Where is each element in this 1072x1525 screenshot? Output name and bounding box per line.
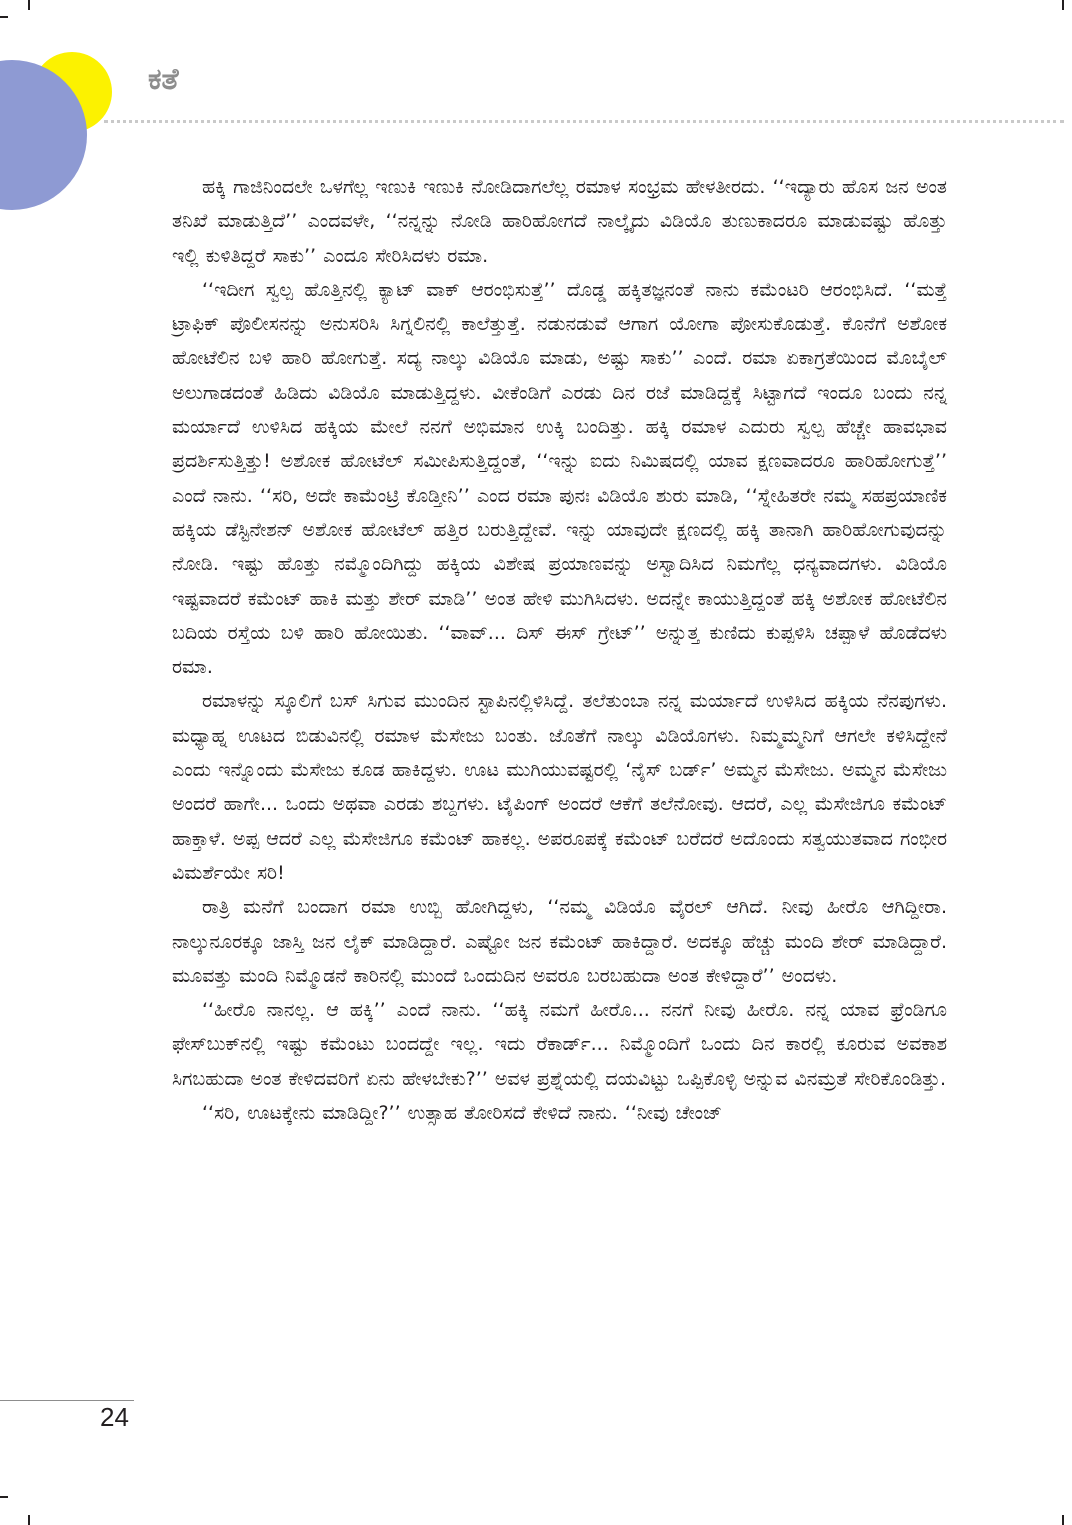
paragraph-3: ರಮಾಳನ್ನು ಸ್ಕೂಲಿಗೆ ಬಸ್ ಸಿಗುವ ಮುಂದಿನ ಸ್ಟಾಪಿನಲ್ಲಿಳಿಸಿದ್ದೆ. ತಲೆತುಂಬಾ ನನ್ನ ಮರ್ಯಾದೆ ಉಳಿಸಿದ ಹಕ್ಕಿಯ ನೆನಪುಗಳು. ಮಧ್ಯಾಹ್ನ ಊಟದ ಬಿಡುವಿನಲ್ಲಿ ರಮಾಳ ಮೆಸೇಜು ಬಂತು. ಜೊತೆಗೆ ನಾಲ್ಕು ವಿಡಿಯೊಗಳು. ನಿಮ್ಮಮ್ಮನಿಗೆ ಆಗಲೇ ಕಳಿಸಿದ್ದೇನೆ ಎಂದು ಇನ್ನೊಂದು ಮೆಸೇಜು ಕೂಡ ಹಾಕಿದ್ದಳು. ಊಟ ಮುಗಿಯುವಷ್ಟರಲ್ಲಿ ‘ನೈಸ್ ಬರ್ಡ್’ ಅಮ್ಮನ ಮೆಸೇಜು. ಅಮ್ಮನ ಮೆಸೇಜು ಅಂದರೆ ಹಾಗೇ... ಒಂದು ಅಥವಾ ಎರಡು ಶಬ್ದಗಳು. ಟೈಪಿಂಗ್ ಅಂದರೆ ಆಕೆಗೆ ತಲೆನೋವು. ಆದರೆ, ಎಲ್ಲ ಮೆಸೇಜಿಗೂ ಕಮೆಂಟ್ ಹಾಕ್ತಾಳೆ. ಅಪ್ಪ ಆದರೆ ಎಲ್ಲ ಮೆಸೇಜಿಗೂ ಕಮೆಂಟ್ ಹಾಕಲ್ಲ. ಅಪರೂಪಕ್ಕೆ ಕಮೆಂಟ್ ಬರೆದರೆ ಅದೊಂದು ಸತ್ವಯುತವಾದ ಗಂಭೀರ ವಿಮರ್ಶೆಯೇ ಸರಿ! xyxy=(172,690,947,884)
paragraph-4: ರಾತ್ರಿ ಮನೆಗೆ ಬಂದಾಗ ರಮಾ ಉಬ್ಬಿ ಹೋಗಿದ್ದಳು, ‘‘ನಮ್ಮ ವಿಡಿಯೊ ವೈರಲ್ ಆಗಿದೆ. ನೀವು ಹೀರೊ ಆಗಿದ್ದೀರಾ. ನಾಲ್ಕುನೂರಕ್ಕೂ ಜಾಸ್ತಿ ಜನ ಲೈಕ್ ಮಾಡಿದ್ದಾರೆ. ಎಷ್ಟೋ ಜನ ಕಮೆಂಟ್ ಹಾಕಿದ್ದಾರೆ. ಅದಕ್ಕೂ ಹೆಚ್ಚು ಮಂದಿ ಶೇರ್ ಮಾಡಿದ್ದಾರೆ. ಮೂವತ್ತು ಮಂದಿ ನಿಮ್ಮೊಡನೆ ಕಾರಿನಲ್ಲಿ ಮುಂದೆ ಒಂದುದಿನ ಅವರೂ ಬರಬಹುದಾ ಅಂತ ಕೇಳಿದ್ದಾರೆ’’ ಅಂದಳು. xyxy=(172,896,947,987)
header-dotted-rule xyxy=(104,120,1064,123)
section-title: ಕತೆ xyxy=(148,62,179,97)
paragraph-1: ಹಕ್ಕಿ ಗಾಜಿನಿಂದಲೇ ಒಳಗೆಲ್ಲ ಇಣುಕಿ ಇಣುಕಿ ನೋಡಿದಾಗಲೆಲ್ಲ ರಮಾಳ ಸಂಭ್ರಮ ಹೇಳತೀರದು. ‘‘ಇದ್ಯಾರು ಹೊಸ ಜನ ಅಂತ ತನಿಖೆ ಮಾಡುತ್ತಿದೆ’’ ಎಂದವಳೇ, ‘‘ನನ್ನನ್ನು ನೋಡಿ ಹಾರಿಹೋಗದೆ ನಾಲ್ಕೈದು ವಿಡಿಯೊ ತುಣುಕಾದರೂ ಮಾಡುವಷ್ಟು ಹೊತ್ತು ಇಲ್ಲಿ ಕುಳಿತಿದ್ದರೆ ಸಾಕು’’ ಎಂದೂ ಸೇರಿಸಿದಳು ರಮಾ. xyxy=(172,176,947,267)
crop-mark-bottom-right xyxy=(1062,1515,1064,1525)
crop-mark-bottom-left-side xyxy=(0,1496,8,1498)
paragraph-5: ‘‘ಹೀರೊ ನಾನಲ್ಲ. ಆ ಹಕ್ಕಿ’’ ಎಂದೆ ನಾನು. ‘‘ಹಕ್ಕಿ ನಮಗೆ ಹೀರೊ... ನನಗೆ ನೀವು ಹೀರೊ. ನನ್ನ ಯಾವ ಫ್ರೆಂಡಿಗೂ ಫೇಸ್‌ಬುಕ್‌ನಲ್ಲಿ ಇಷ್ಟು ಕಮೆಂಟು ಬಂದದ್ದೇ ಇಲ್ಲ. ಇದು ರೆಕಾರ್ಡ್... ನಿಮ್ಮೊಂದಿಗೆ ಒಂದು ದಿನ ಕಾರಲ್ಲಿ ಕೂರುವ ಅವಕಾಶ ಸಿಗಬಹುದಾ ಅಂತ ಕೇಳಿದವರಿಗೆ ಏನು ಹೇಳಬೇಕು?’’ ಅವಳ ಪ್ರಶ್ನೆಯಲ್ಲಿ ದಯವಿಟ್ಟು ಒಪ್ಪಿಕೊಳ್ಳಿ ಅನ್ನುವ ವಿನಮ್ರತೆ ಸೇರಿಕೊಂಡಿತ್ತು. xyxy=(172,999,947,1090)
paragraph-2: ‘‘ಇದೀಗ ಸ್ವಲ್ಪ ಹೊತ್ತಿನಲ್ಲಿ ಕ್ಯಾಟ್ ವಾಕ್ ಆರಂಭಿಸುತ್ತೆ’’ ದೊಡ್ಡ ಹಕ್ಕಿತಜ್ಞನಂತೆ ನಾನು ಕಮೆಂಟರಿ ಆರಂಭಿಸಿದೆ. ‘‘ಮತ್ತೆ ಟ್ರಾಫಿಕ್ ಪೊಲೀಸನನ್ನು ಅನುಸರಿಸಿ ಸಿಗ್ನಲಿನಲ್ಲಿ ಕಾಲೆತ್ತುತ್ತೆ. ನಡುನಡುವೆ ಆಗಾಗ ಯೋಗಾ ಪೋಸುಕೊಡುತ್ತೆ. ಕೊನೆಗೆ ಅಶೋಕ ಹೋಟೆಲಿನ ಬಳಿ ಹಾರಿ ಹೋಗುತ್ತೆ. ಸದ್ಯ ನಾಲ್ಕು ವಿಡಿಯೊ ಮಾಡು, ಅಷ್ಟು ಸಾಕು’’ ಎಂದೆ. ರಮಾ ಏಕಾಗ್ರತೆಯಿಂದ ಮೊಬೈಲ್ ಅಲುಗಾಡದಂತೆ ಹಿಡಿದು ವಿಡಿಯೊ ಮಾಡುತ್ತಿದ್ದಳು. ವೀಕೆಂಡಿಗೆ ಎರಡು ದಿನ ರಜೆ ಮಾಡಿದ್ದಕ್ಕೆ ಸಿಟ್ಟಾಗದೆ ಇಂದೂ ಬಂದು ನನ್ನ ಮರ್ಯಾದೆ ಉಳಿಸಿದ ಹಕ್ಕಿಯ ಮೇಲೆ ನನಗೆ ಅಭಿಮಾನ ಉಕ್ಕಿ ಬಂದಿತ್ತು. ಹಕ್ಕಿ ರಮಾಳ ಎದುರು ಸ್ವಲ್ಪ ಹೆಚ್ಚೇ ಹಾವಭಾವ ಪ್ರದರ್ಶಿಸುತ್ತಿತ್ತು! ಅಶೋಕ ಹೋಟೆಲ್ ಸಮೀಪಿಸುತ್ತಿದ್ದಂತೆ, ‘‘ಇನ್ನು ಐದು ನಿಮಿಷದಲ್ಲಿ ಯಾವ ಕ್ಷಣವಾದರೂ ಹಾರಿಹೋಗುತ್ತೆ’’ ಎಂದೆ ನಾನು. ‘‘ಸರಿ, ಅದೇ ಕಾಮೆಂಟ್ರಿ ಕೊಡ್ತೀನಿ’’ ಎಂದ ರಮಾ ಪುನಃ ವಿಡಿಯೊ ಶುರು ಮಾಡಿ, ‘‘ಸ್ನೇಹಿತರೇ ನಮ್ಮ ಸಹಪ್ರಯಾಣಿಕ ಹಕ್ಕಿಯ ಡೆಸ್ಟಿನೇಶನ್ ಅಶೋಕ ಹೋಟೆಲ್ ಹತ್ತಿರ ಬರುತ್ತಿದ್ದೇವೆ. ಇನ್ನು ಯಾವುದೇ ಕ್ಷಣದಲ್ಲಿ ಹಕ್ಕಿ ತಾನಾಗಿ ಹಾರಿಹೋಗುವುದನ್ನು ನೋಡಿ. ಇಷ್ಟು ಹೊತ್ತು ನಮ್ಮೊಂದಿಗಿದ್ದು ಹಕ್ಕಿಯ ವಿಶೇಷ ಪ್ರಯಾಣವನ್ನು ಅಸ್ವಾದಿಸಿದ ನಿಮಗೆಲ್ಲ ಧನ್ಯವಾದಗಳು. ವಿಡಿಯೊ ಇಷ್ಟವಾದರೆ ಕಮೆಂಟ್ ಹಾಕಿ ಮತ್ತು ಶೇರ್ ಮಾಡಿ’’ ಅಂತ ಹೇಳಿ ಮುಗಿಸಿದಳು. ಅದನ್ನೇ ಕಾಯುತ್ತಿದ್ದಂತೆ ಹಕ್ಕಿ ಅಶೋಕ ಹೋಟೆಲಿನ ಬದಿಯ ರಸ್ತೆಯ ಬಳಿ ಹಾರಿ ಹೋಯಿತು. ‘‘ವಾವ್... ದಿಸ್ ಈಸ್ ಗ್ರೇಟ್’’ ಅನ್ನುತ್ತ ಕುಣಿದು ಕುಪ್ಪಳಿಸಿ ಚಪ್ಪಾಳೆ ಹೊಡೆದಳು ರಮಾ. xyxy=(172,278,947,679)
header-decoration xyxy=(0,0,140,220)
page-number: 24 xyxy=(100,1402,129,1432)
crop-mark-bottom-left xyxy=(28,1515,30,1525)
crop-mark-top-right xyxy=(1062,0,1064,10)
story-body xyxy=(172,170,947,1130)
footer-rule xyxy=(0,1400,134,1401)
paragraph-6: ‘‘ಸರಿ, ಊಟಕ್ಕೇನು ಮಾಡಿದ್ದೀ?’’ ಉತ್ಸಾಹ ತೋರಿಸದೆ ಕೇಳಿದೆ ನಾನು. ‘‘ನೀವು ಚೇಂಜ್ xyxy=(202,1102,723,1125)
